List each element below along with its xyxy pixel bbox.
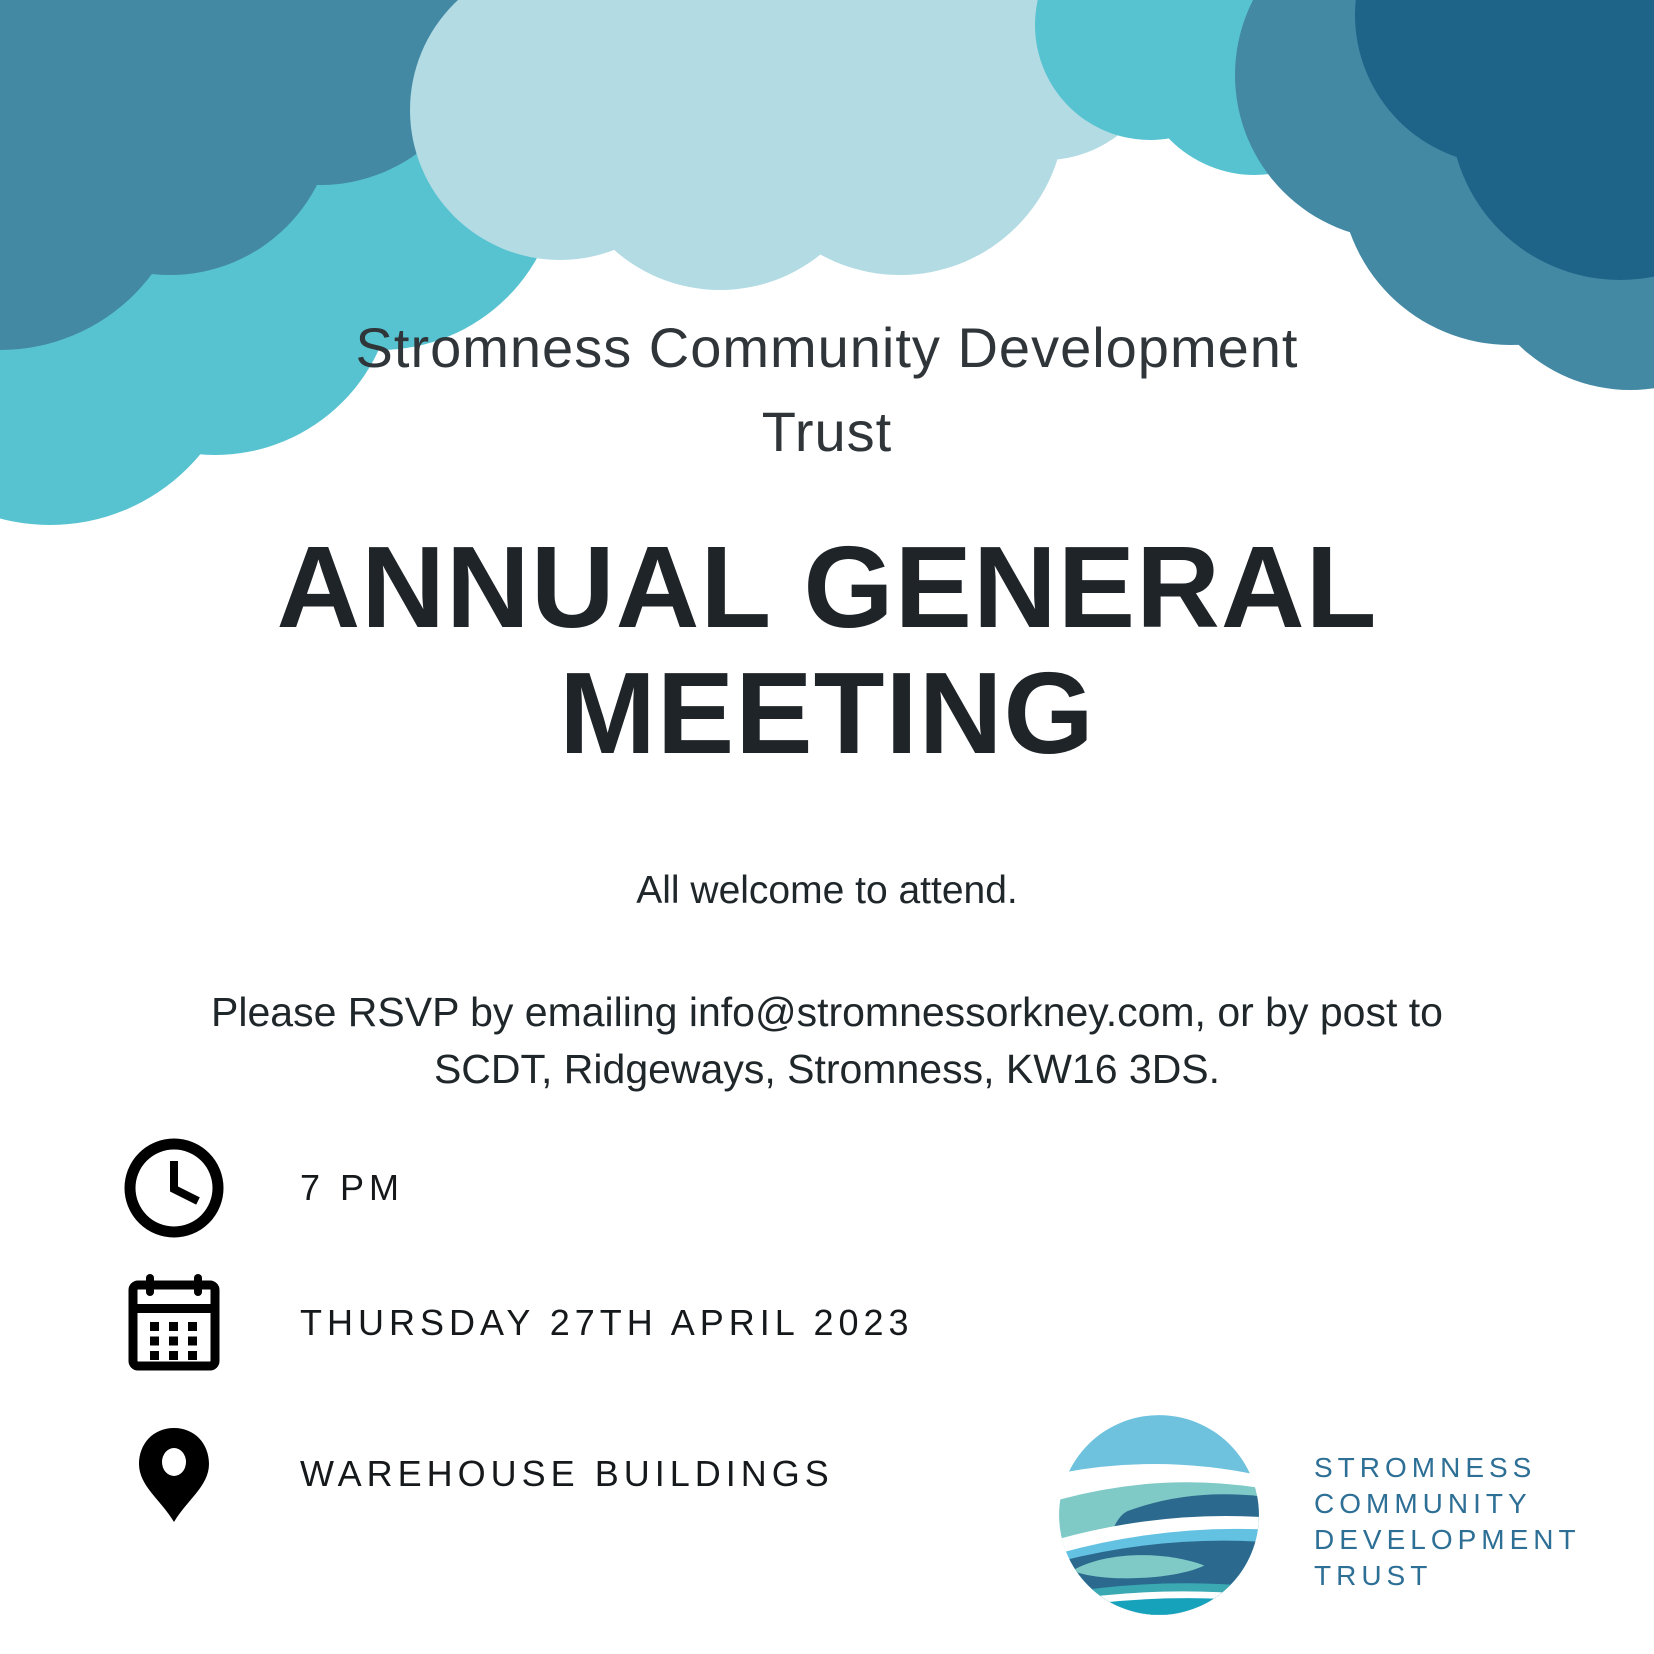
rsvp-text: Please RSVP by emailing info@stromnessorkney.com, or by post to SCDT, Ridgeways, Stromness, KW16 3DS. <box>211 989 1443 1092</box>
title-line1: ANNUAL GENERAL <box>276 522 1378 652</box>
event-time-label: 7 PM <box>300 1167 405 1208</box>
clouds-decoration <box>0 0 1654 560</box>
scdt-logo-wordmark <box>1314 1450 1581 1594</box>
calendar-icon <box>122 1270 226 1376</box>
logo-line2: COMMUNITY <box>1314 1488 1532 1519</box>
title-line2: MEETING <box>559 648 1095 778</box>
logo-line4: TRUST <box>1314 1560 1433 1591</box>
logo-line3: DEVELOPMENT <box>1314 1524 1581 1555</box>
scdt-logo-icon <box>1056 1412 1262 1618</box>
welcome-text: All welcome to attend. <box>636 869 1018 912</box>
event-location-label: WAREHOUSE BUILDINGS <box>300 1453 834 1494</box>
logo-line1: STROMNESS <box>1314 1452 1537 1483</box>
event-date-row <box>122 1270 914 1376</box>
location-pin-icon <box>122 1424 226 1524</box>
page-title <box>0 524 1654 776</box>
event-date-label: THURSDAY 27TH APRIL 2023 <box>300 1302 914 1343</box>
event-location-row <box>122 1424 834 1524</box>
event-time-row <box>122 1136 404 1240</box>
org-name-line2: Trust <box>761 400 893 463</box>
clock-icon <box>122 1136 226 1240</box>
org-name <box>0 306 1654 474</box>
org-name-line1: Stromness Community Development <box>355 316 1299 379</box>
